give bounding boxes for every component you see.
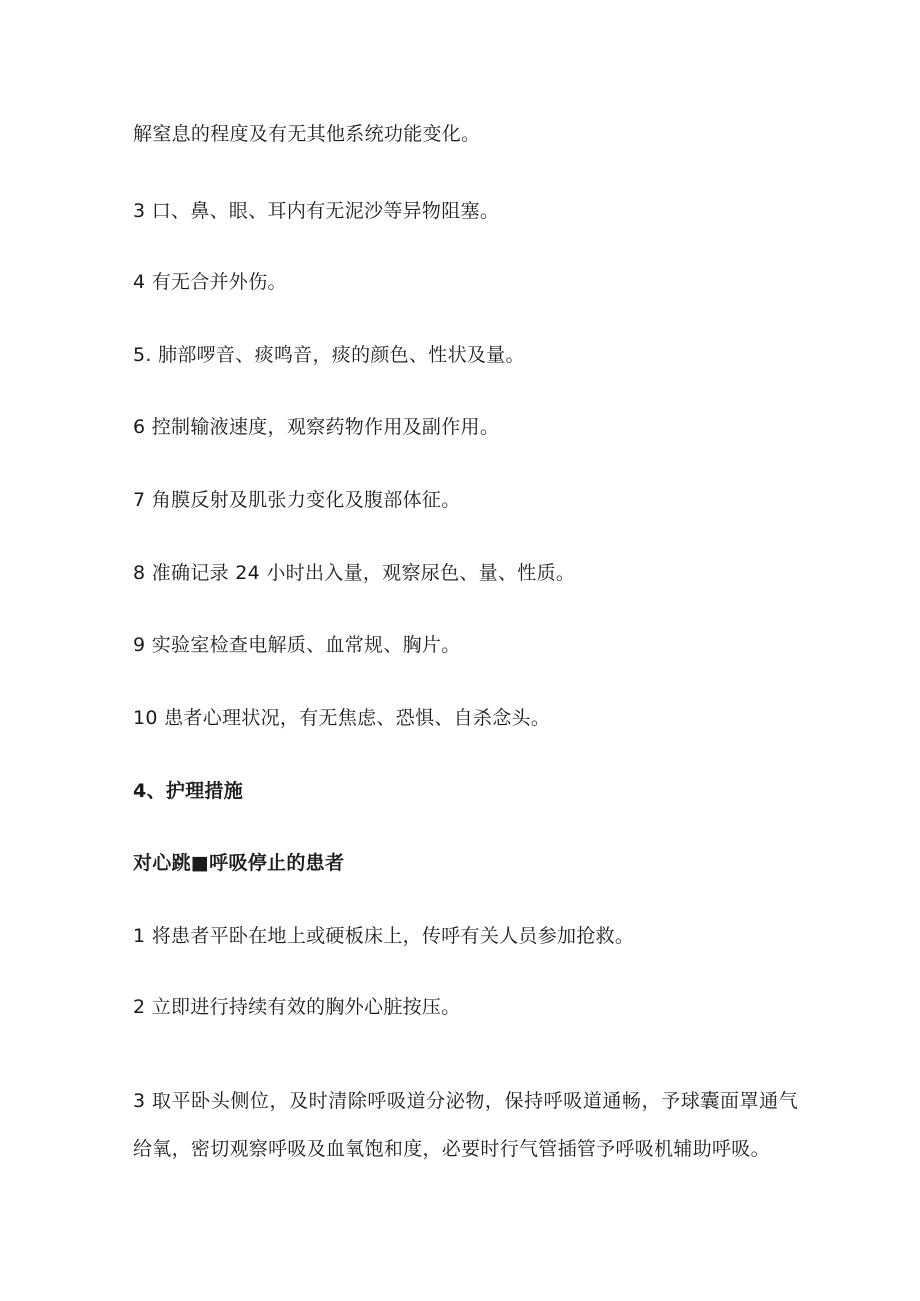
- text-line: 解窒息的程度及有无其他系统功能变化。: [133, 123, 481, 145]
- measure-item: 1 将患者平卧在地上或硬板床上，传呼有关人员参加抢救。: [133, 925, 635, 947]
- text-line: 10 患者心理状况，有无焦虑、恐惧、自杀念头。: [133, 707, 551, 729]
- section-heading: 4、护理措施: [133, 780, 244, 802]
- text-line: 7 角膜反射及肌张力变化及腹部体征。: [133, 489, 461, 511]
- measure-item: 3 取平卧头侧位，及时清除呼吸道分泌物，保持呼吸道通畅，予球囊面罩通气给氧，密切观察呼吸及血氧饱和度，必要时行气管插管予呼吸机辅助呼吸。: [133, 1090, 798, 1160]
- sub-heading: 对心跳■呼吸停止的患者: [133, 852, 345, 874]
- text-line: 9 实验室检查电解质、血常规、胸片。: [133, 634, 461, 656]
- text-line: 3 口、鼻、眼、耳内有无泥沙等异物阻塞。: [133, 200, 500, 222]
- text-line: 8 准确记录 24 小时出入量，观察尿色、量、性质。: [133, 562, 576, 584]
- measure-item: 2 立即进行持续有效的胸外心脏按压。: [133, 996, 461, 1018]
- text-line: 4 有无合并外伤。: [133, 271, 287, 293]
- text-line: 5. 肺部啰音、痰鸣音，痰的颜色、性状及量。: [133, 344, 525, 366]
- text-line: 6 控制输液速度，观察药物作用及副作用。: [133, 416, 500, 438]
